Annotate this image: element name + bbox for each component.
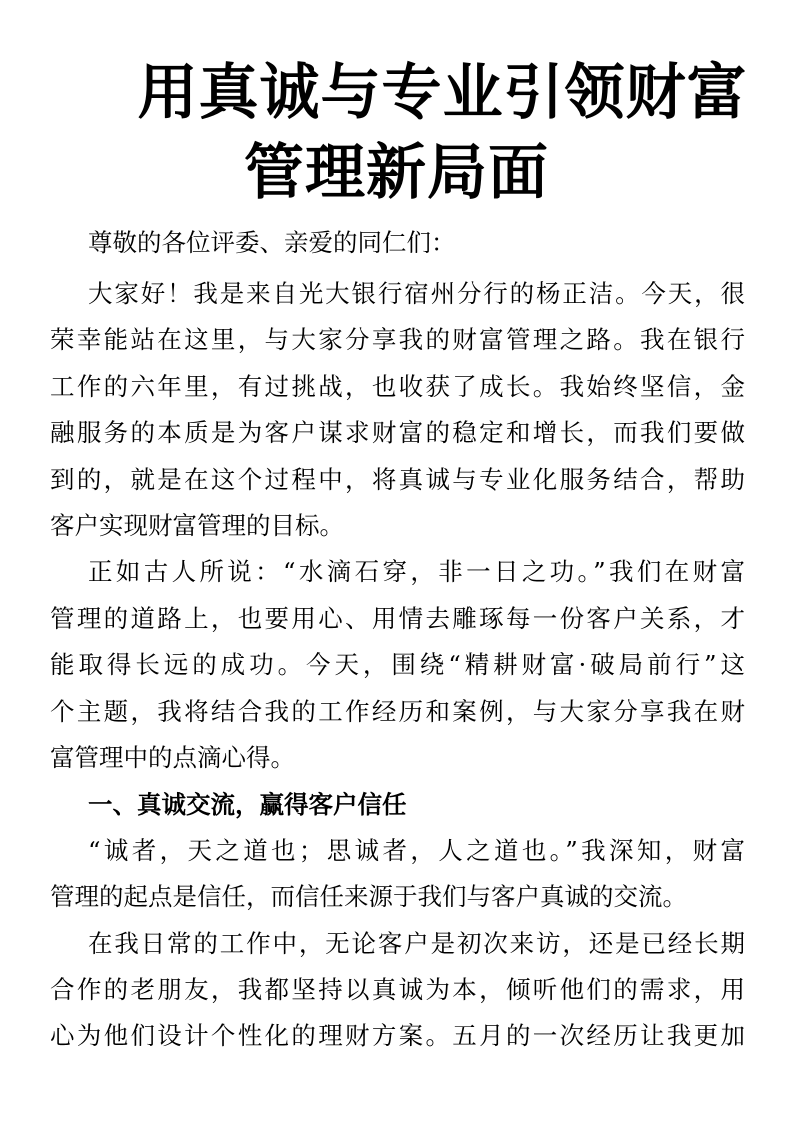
text-line: 大家好！我是来自光大银行宿州分行的杨正洁。今天，很: [88, 279, 745, 308]
text-line: “诚者，天之道也；思诚者，人之道也。”我深知，财富: [88, 836, 745, 865]
text-line: 个主题，我将结合我的工作经历和案例，与大家分享我在财: [50, 697, 745, 726]
section-heading: 一、真诚交流，赢得客户信任: [88, 790, 407, 819]
text-line: 能取得长远的成功。今天，围绕“精耕财富·破局前行”这: [50, 650, 745, 679]
text-line: 到的，就是在这个过程中，将真诚与专业化服务结合，帮助: [50, 465, 745, 494]
text-line: 管理的道路上，也要用心、用情去雕琢每一份客户关系，才: [50, 604, 745, 633]
text-line: 心为他们设计个性化的理财方案。五月的一次经历让我更加: [50, 1021, 745, 1050]
text-line: 尊敬的各位评委、亲爱的同仁们：: [88, 228, 456, 257]
text-line: 客户实现财富管理的目标。: [50, 511, 344, 540]
text-line: 荣幸能站在这里，与大家分享我的财富管理之路。我在银行: [50, 325, 745, 354]
text-line: 工作的六年里，有过挑战，也收获了成长。我始终坚信，金: [50, 372, 745, 401]
text-line: 在我日常的工作中，无论客户是初次来访，还是已经长期: [88, 929, 745, 958]
text-line: 合作的老朋友，我都坚持以真诚为本，倾听他们的需求，用: [50, 975, 745, 1004]
text-line: 正如古人所说：“水滴石穿，非一日之功。”我们在财富: [88, 557, 745, 586]
text-line: 富管理中的点滴心得。: [50, 743, 295, 772]
document-title-line-2: 管理新局面: [244, 138, 549, 208]
text-line: 融服务的本质是为客户谋求财富的稳定和增长，而我们要做: [50, 418, 745, 447]
document-title-line-1: 用真诚与专业引领财富: [137, 58, 748, 128]
text-line: 管理的起点是信任，而信任来源于我们与客户真诚的交流。: [50, 882, 687, 911]
